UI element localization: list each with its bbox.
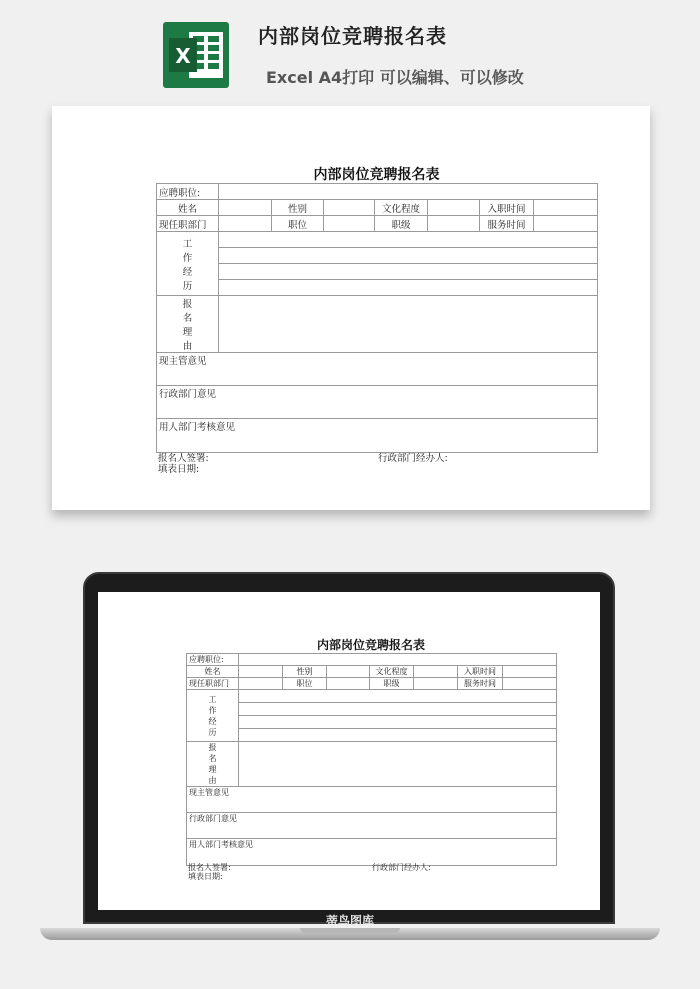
laptop-screen	[98, 592, 600, 910]
position-label: 职位	[272, 216, 324, 232]
laptop-brand-label: 蒂鸟图库	[325, 914, 374, 928]
hr-opinion-cell[interactable]: 用人部门考核意见	[157, 419, 598, 453]
laptop-notch	[300, 928, 400, 933]
apply-reason-cell[interactable]	[219, 296, 598, 353]
page-title: 内部岗位竞聘报名表	[258, 24, 447, 48]
education-cell[interactable]	[414, 666, 458, 678]
work-history-row[interactable]	[219, 264, 598, 280]
current-dept-cell[interactable]	[219, 216, 272, 232]
join-time-cell[interactable]	[503, 666, 557, 678]
work-history-row[interactable]	[219, 232, 598, 248]
apply-position-label: 应聘职位:	[187, 654, 239, 666]
signature-label: 报名人签署:	[188, 863, 231, 872]
form-table	[156, 183, 597, 447]
current-dept-label: 现任职部门	[187, 678, 239, 690]
join-time-label: 入职时间	[458, 666, 503, 678]
apply-position-cell[interactable]	[219, 184, 598, 200]
join-time-cell[interactable]	[534, 200, 598, 216]
work-history-row[interactable]	[239, 729, 557, 742]
rank-label: 职级	[375, 216, 428, 232]
supervisor-opinion-cell[interactable]: 现主管意见	[157, 353, 598, 386]
form-title: 内部岗位竞聘报名表	[313, 167, 440, 183]
paper-preview	[52, 106, 650, 510]
form-title: 内部岗位竞聘报名表	[316, 638, 425, 652]
gender-label: 性别	[272, 200, 324, 216]
work-history-row[interactable]	[239, 703, 557, 716]
handler-label: 行政部门经办人:	[372, 863, 431, 872]
page-subtitle: Excel A4打印 可以编辑、可以修改	[266, 68, 524, 87]
current-dept-cell[interactable]	[239, 678, 283, 690]
form-sheet-small	[186, 636, 556, 881]
admin-opinion-cell[interactable]: 行政部门意见	[187, 813, 557, 839]
excel-logo-icon	[163, 22, 229, 88]
handler-label: 行政部门经办人:	[378, 453, 448, 464]
name-label: 姓名	[157, 200, 219, 216]
name-cell[interactable]	[239, 666, 283, 678]
position-cell[interactable]	[327, 678, 370, 690]
position-label: 职位	[283, 678, 327, 690]
service-time-label: 服务时间	[480, 216, 534, 232]
apply-reason-label: 报 名 理 由	[187, 742, 239, 787]
current-dept-label: 现任职部门	[157, 216, 219, 232]
rank-label: 职级	[370, 678, 414, 690]
work-history-row[interactable]	[239, 716, 557, 729]
work-history-label: 工 作 经 历	[187, 690, 239, 742]
education-cell[interactable]	[428, 200, 480, 216]
hr-opinion-cell[interactable]: 用人部门考核意见	[187, 839, 557, 866]
position-cell[interactable]	[324, 216, 375, 232]
work-history-row[interactable]	[219, 280, 598, 296]
education-label: 文化程度	[375, 200, 428, 216]
supervisor-opinion-cell[interactable]: 现主管意见	[187, 787, 557, 813]
name-label: 姓名	[187, 666, 239, 678]
signature-label: 报名人签署:	[158, 453, 209, 464]
service-time-label: 服务时间	[458, 678, 503, 690]
gender-cell[interactable]	[327, 666, 370, 678]
join-time-label: 入职时间	[480, 200, 534, 216]
service-time-cell[interactable]	[534, 216, 598, 232]
form-sheet	[156, 164, 597, 474]
admin-opinion-cell[interactable]: 行政部门意见	[157, 386, 598, 419]
form-table	[186, 653, 556, 860]
gender-cell[interactable]	[324, 200, 375, 216]
work-history-label: 工 作 经 历	[157, 232, 219, 296]
work-history-row[interactable]	[219, 248, 598, 264]
date-label: 填表日期:	[188, 872, 223, 881]
date-label: 填表日期:	[158, 464, 200, 475]
apply-position-label: 应聘职位:	[157, 184, 219, 200]
apply-reason-cell[interactable]	[239, 742, 557, 787]
work-history-row[interactable]	[239, 690, 557, 703]
gender-label: 性别	[283, 666, 327, 678]
education-label: 文化程度	[370, 666, 414, 678]
apply-reason-label: 报 名 理 由	[157, 296, 219, 353]
rank-cell[interactable]	[428, 216, 480, 232]
apply-position-cell[interactable]	[239, 654, 557, 666]
service-time-cell[interactable]	[503, 678, 557, 690]
rank-cell[interactable]	[414, 678, 458, 690]
name-cell[interactable]	[219, 200, 272, 216]
svg-text:X: X	[175, 44, 191, 68]
